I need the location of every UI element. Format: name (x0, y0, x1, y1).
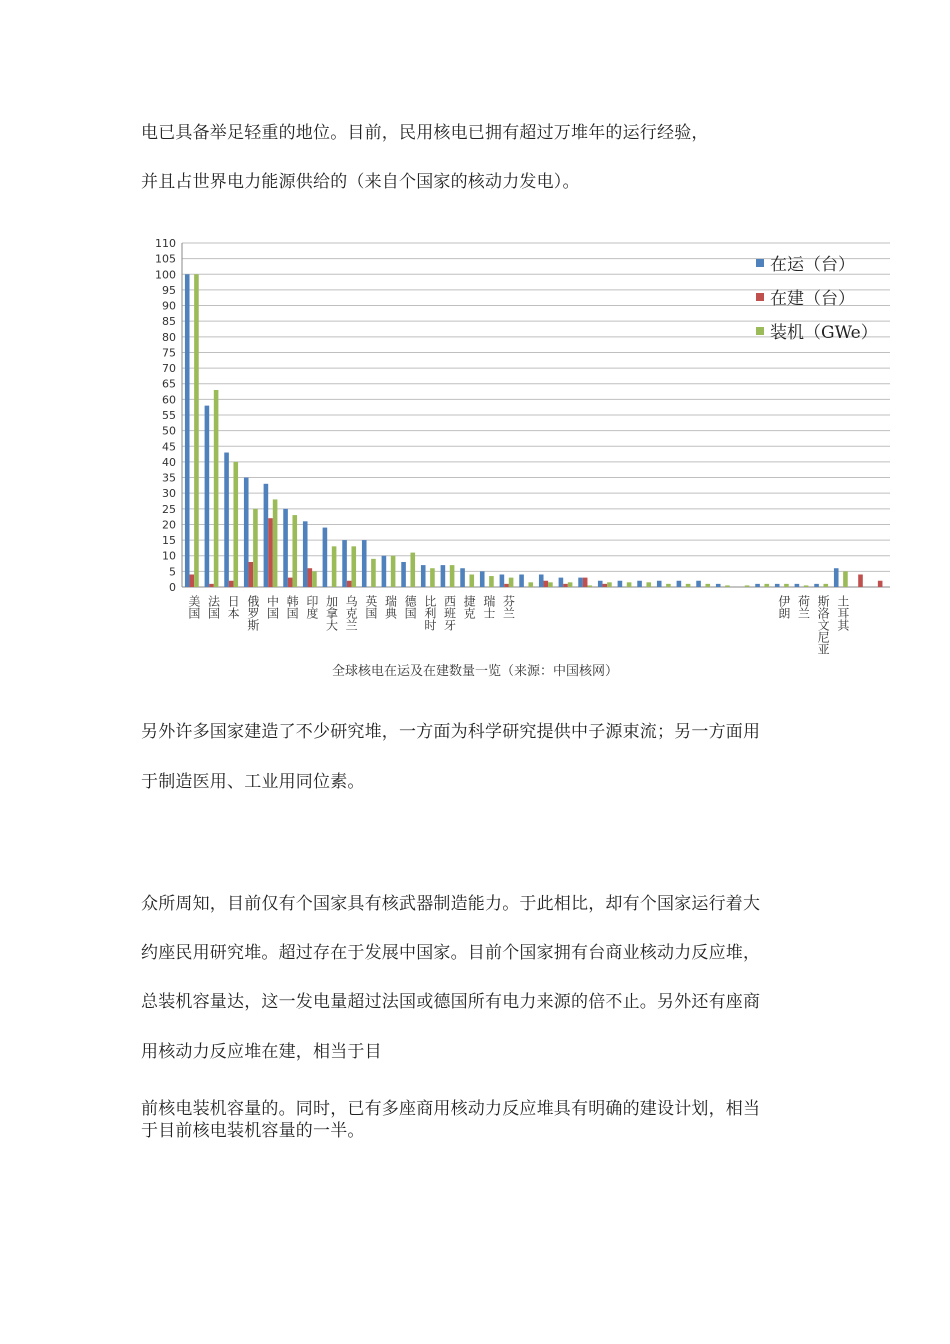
bar (323, 528, 328, 587)
bar (559, 578, 564, 587)
y-tick-label: 70 (162, 362, 176, 376)
bar (878, 581, 883, 587)
y-tick-label: 65 (162, 377, 176, 391)
y-tick-label: 55 (162, 409, 176, 422)
x-tick-label: 日本 (226, 595, 241, 619)
bar (347, 581, 352, 587)
paragraph-line-6: 约座民用研究堆。超过存在于发展中国家。目前个国家拥有台商业核动力反应堆， (141, 943, 761, 963)
bar (716, 584, 721, 587)
bar (292, 515, 297, 587)
bar (332, 546, 337, 587)
bar (775, 584, 780, 587)
x-tick-label: 中国 (265, 595, 280, 619)
y-tick-label: 100 (155, 268, 176, 282)
bar (764, 584, 769, 587)
bar (249, 562, 254, 587)
x-tick-label: 德国 (403, 595, 418, 619)
x-tick-label: 印度 (304, 595, 319, 619)
bar (229, 581, 234, 587)
bar (288, 578, 293, 587)
legend-label: 装机（GWe） (770, 323, 878, 343)
y-tick-label: 25 (162, 502, 176, 516)
bar (469, 574, 474, 587)
legend-label: 在运（台） (770, 255, 855, 275)
y-tick-label: 85 (162, 315, 176, 329)
bar (342, 540, 347, 587)
y-tick-label: 75 (162, 346, 176, 360)
bar (666, 584, 671, 587)
y-tick-label: 95 (162, 283, 176, 297)
paragraph-line-9: 前核电装机容量的。同时，已有多座商用核动力反应堆具有明确的建设计划，相当 (141, 1099, 761, 1119)
y-tick-label: 60 (162, 393, 176, 407)
paragraph-line-1: 电已具备举足轻重的地位。目前，民用核电已拥有超过万堆年的运行经验， (141, 123, 709, 143)
x-tick-label: 英国 (363, 595, 378, 619)
bar (657, 581, 662, 587)
bar (563, 584, 568, 587)
y-tick-label: 10 (162, 549, 176, 563)
paragraph-line-5: 众所周知，目前仅有个国家具有核武器制造能力。于此相比，却有个国家运行着大 (141, 894, 761, 914)
bar (544, 581, 549, 587)
bar (686, 584, 691, 587)
bar (677, 581, 682, 587)
bar (637, 581, 642, 587)
x-tick-label: 瑞典 (383, 595, 398, 619)
chart-caption: 全球核电在运及在建数量一览（来源：中国核网） (331, 664, 618, 679)
bar (264, 484, 269, 587)
bar (410, 553, 415, 587)
bar (500, 574, 505, 587)
y-tick-label: 0 (169, 581, 176, 594)
x-tick-label: 韩国 (285, 595, 300, 619)
y-tick-label: 5 (169, 565, 176, 579)
bar (303, 521, 308, 587)
x-tick-label: 西班牙 (442, 595, 457, 631)
legend-label: 在建（台） (770, 289, 855, 309)
x-tick-label: 比利时 (422, 595, 437, 631)
bar (598, 581, 603, 587)
legend-swatch (756, 327, 764, 335)
y-tick-label: 90 (162, 299, 176, 313)
bar (421, 565, 426, 587)
bar (504, 584, 509, 587)
paragraph-line-10: 于目前核电装机容量的一半。 (141, 1121, 365, 1141)
bar (804, 585, 809, 587)
bar (618, 581, 623, 587)
x-tick-label: 芬兰 (501, 595, 516, 619)
bar (244, 478, 249, 587)
bar (362, 540, 367, 587)
y-tick-label: 105 (155, 252, 176, 266)
bar (823, 584, 828, 587)
x-tick-label: 法国 (206, 595, 221, 619)
bar (725, 585, 730, 587)
y-tick-label: 80 (162, 330, 176, 344)
x-tick-label: 俄罗斯 (245, 595, 260, 631)
bar (233, 462, 238, 587)
x-tick-label: 捷克 (462, 595, 477, 619)
bar (391, 556, 396, 587)
bar (190, 574, 195, 587)
bar (755, 584, 760, 587)
y-tick-label: 110 (155, 237, 176, 250)
legend-swatch (756, 259, 764, 267)
bar (509, 578, 514, 587)
x-tick-label: 美国 (186, 595, 201, 619)
bar (627, 582, 632, 587)
bar (253, 509, 258, 587)
bar (489, 576, 494, 587)
bar (224, 453, 229, 587)
bar (784, 584, 789, 587)
x-tick-label: 瑞士 (481, 595, 496, 619)
bar (843, 571, 848, 587)
bar (283, 509, 288, 587)
chart-svg (140, 236, 900, 666)
paragraph-line-4: 于制造医用、工业用同位素。 (141, 772, 365, 792)
x-tick-label: 伊朗 (776, 595, 791, 619)
bar (185, 274, 190, 587)
paragraph-line-2: 并且占世界电力能源供给的（来自个国家的核动力发电）。 (141, 172, 580, 192)
bar (607, 582, 612, 587)
bar (795, 584, 800, 587)
bar (312, 571, 317, 587)
legend-swatch (756, 293, 764, 301)
bar (205, 406, 210, 587)
bar (430, 568, 435, 587)
bar (273, 499, 278, 587)
bar (583, 578, 588, 587)
x-tick-label: 土耳其 (835, 595, 850, 631)
bar (603, 584, 608, 587)
y-tick-label: 45 (162, 440, 176, 454)
paragraph-line-3: 另外许多国家建造了不少研究堆，一方面为科学研究提供中子源束流；另一方面用 (141, 722, 761, 742)
bar (528, 582, 533, 587)
bar (519, 574, 524, 587)
paragraph-line-7: 总装机容量达，这一发电量超过法国或德国所有电力来源的倍不止。另外还有座商 (141, 992, 761, 1012)
y-tick-label: 35 (162, 471, 176, 485)
y-tick-label: 40 (162, 455, 176, 469)
bar (308, 568, 313, 587)
bar (480, 571, 485, 587)
y-tick-label: 15 (162, 534, 176, 548)
y-tick-label: 50 (162, 424, 176, 438)
bar (587, 585, 592, 587)
bar (814, 584, 819, 587)
bar (214, 390, 219, 587)
bar (745, 585, 750, 587)
bar (450, 565, 455, 587)
bar (209, 584, 214, 587)
bar (268, 518, 273, 587)
y-tick-label: 20 (162, 518, 176, 532)
bar (705, 584, 710, 587)
bar (382, 556, 387, 587)
bar (646, 582, 651, 587)
bar (858, 574, 863, 587)
x-tick-label: 斯洛文尼亚 (816, 595, 831, 655)
bar (371, 559, 376, 587)
bar (539, 574, 544, 587)
bar (351, 546, 356, 587)
bar (194, 274, 199, 587)
bar (441, 565, 446, 587)
paragraph-line-8: 用核动力反应堆在建，相当于目 (141, 1042, 382, 1062)
bar (696, 581, 701, 587)
bar (568, 582, 573, 587)
bar (548, 582, 553, 587)
x-tick-label: 乌克兰 (344, 595, 359, 631)
x-tick-label: 加拿大 (324, 595, 339, 631)
nuclear-bar-chart (140, 236, 900, 666)
bar (460, 568, 465, 587)
bar (834, 568, 839, 587)
bar (578, 578, 583, 587)
y-tick-label: 30 (162, 487, 176, 501)
x-tick-label: 荷兰 (796, 595, 811, 619)
bar (401, 562, 406, 587)
